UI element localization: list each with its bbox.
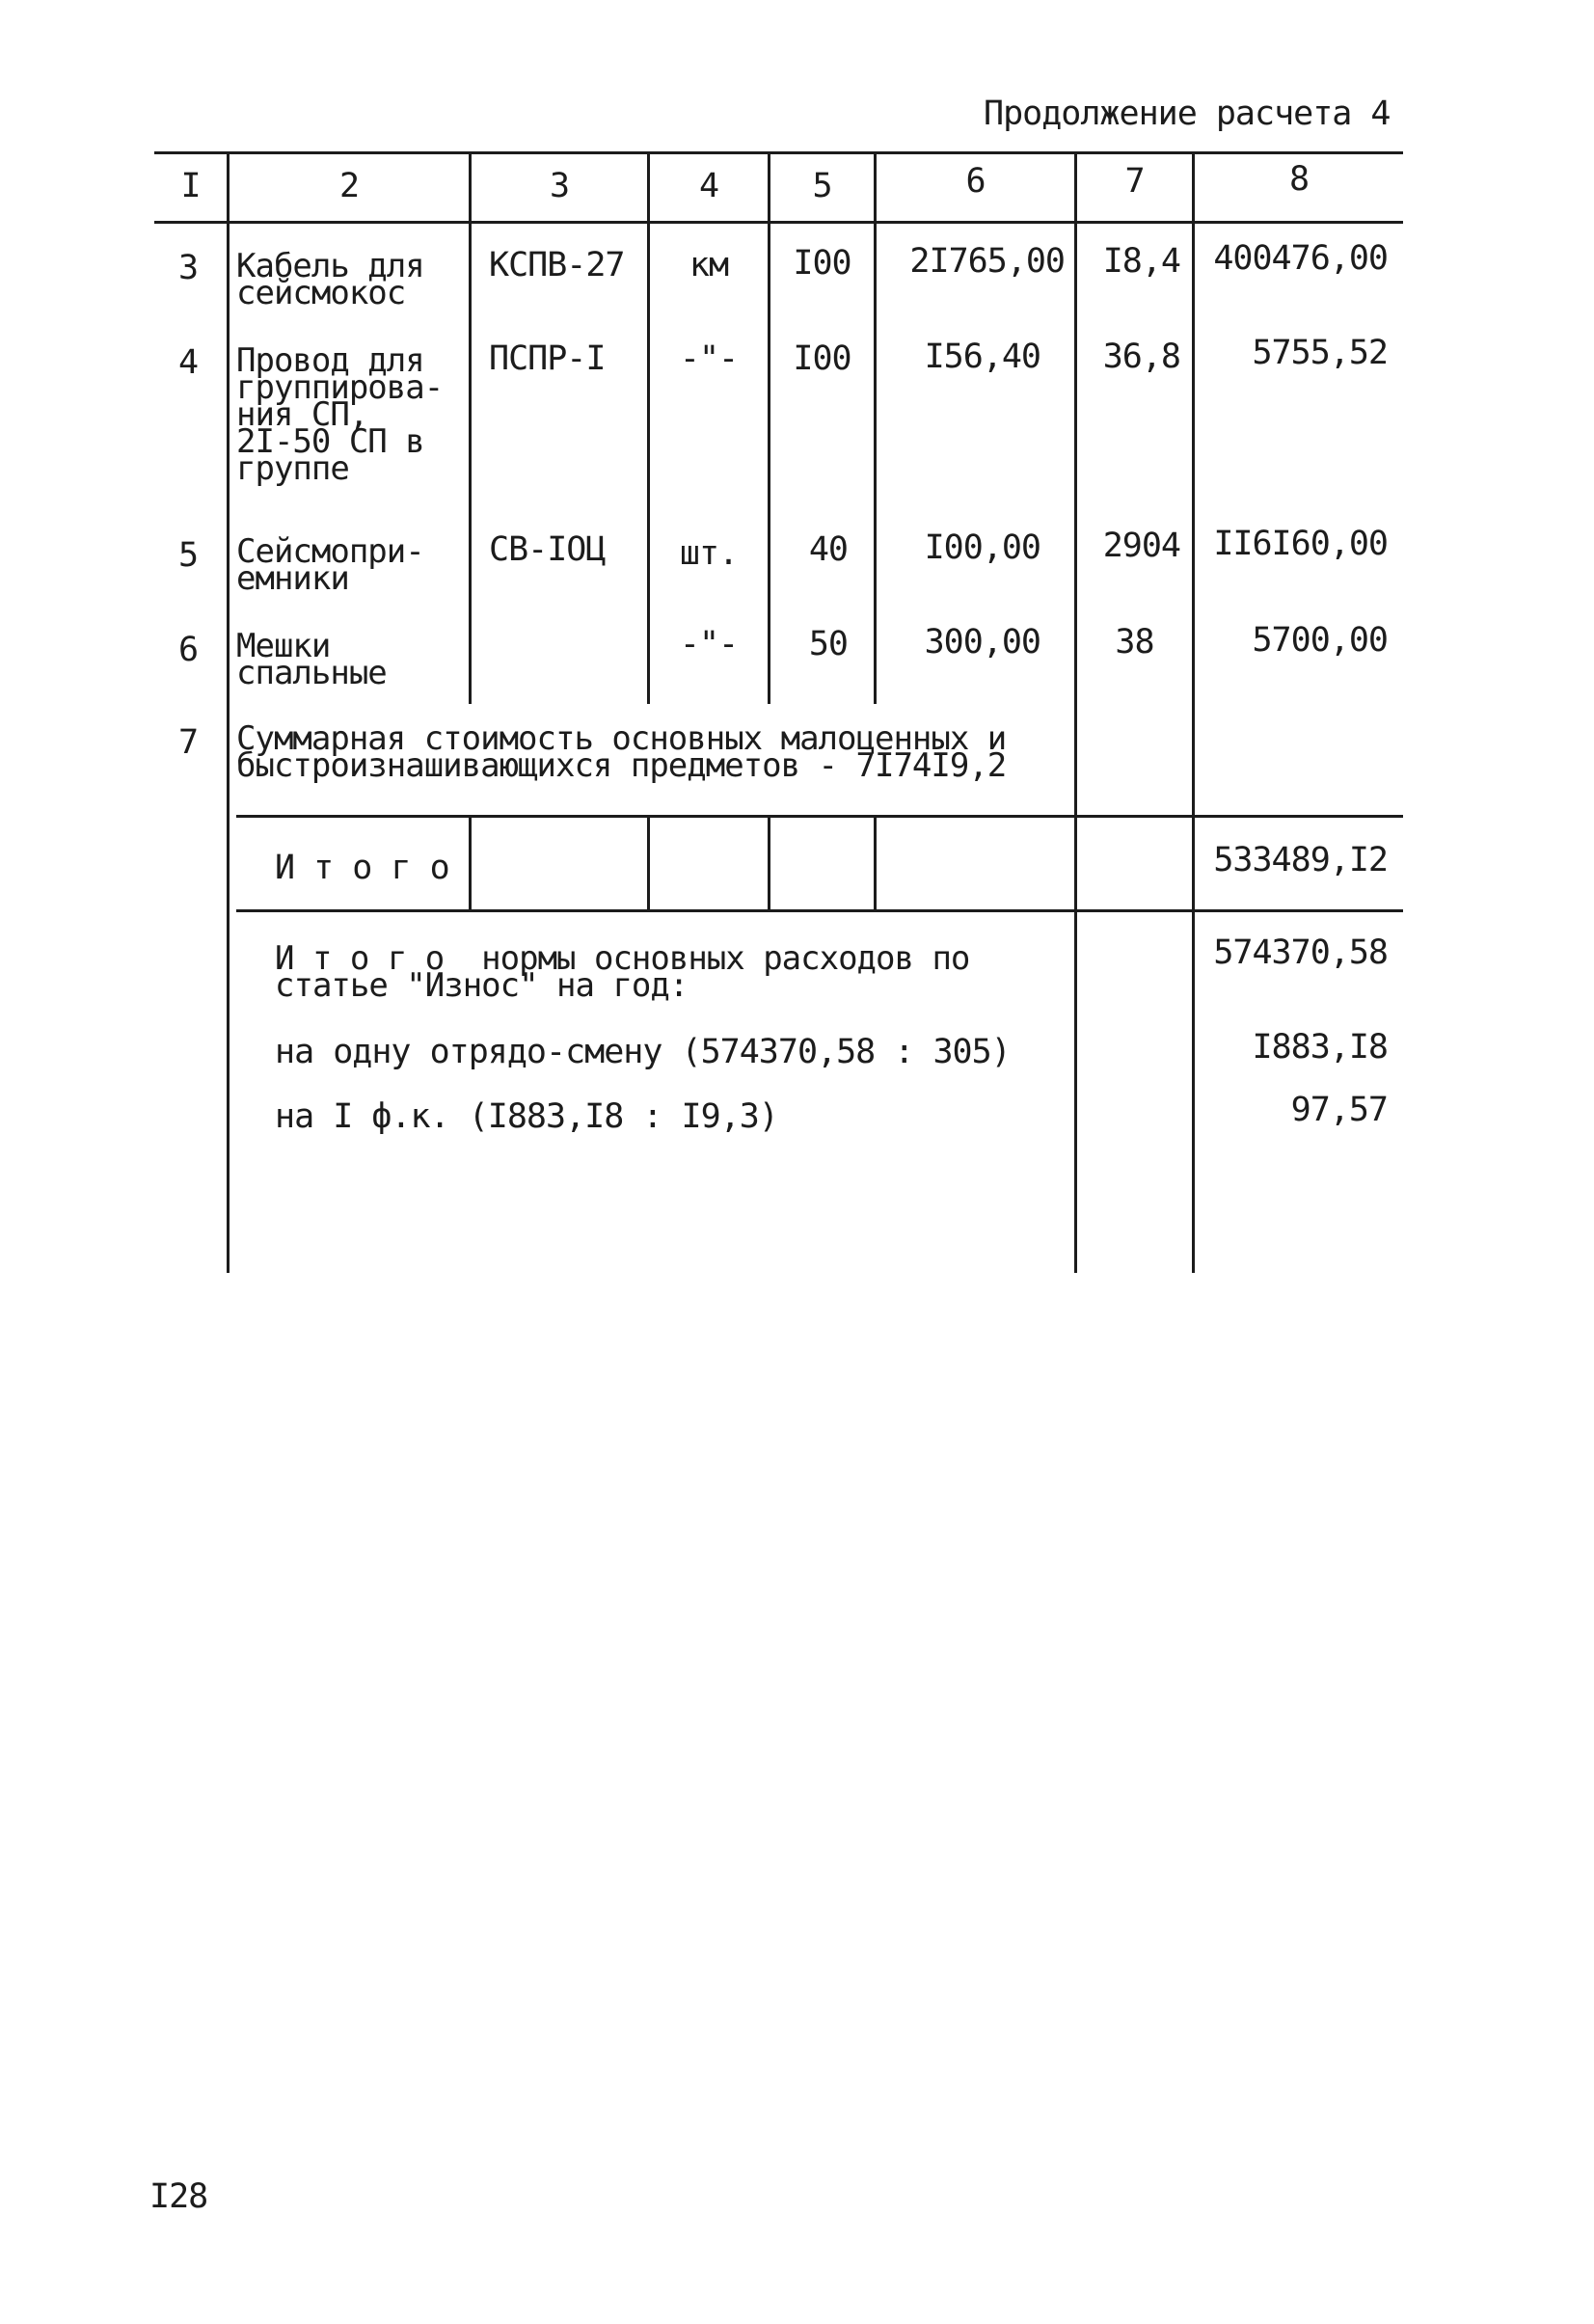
row-number: 3 [178,249,199,287]
row-number: 6 [178,631,199,669]
per-fk-sum: 97,57 [1290,1091,1388,1129]
continuation-heading: Продолжение расчета 4 [984,95,1391,133]
item-type: СВ-IОЦ [489,530,606,569]
col-divider-2 [469,154,472,704]
col-header-2: 2 [338,167,360,205]
table-top-border [154,151,1403,154]
item-term: I8,4 [1102,242,1180,281]
item-qty: I00 [793,244,851,283]
col-header-5: 5 [812,167,832,205]
col-divider-3b [647,818,650,911]
col-header-6: 6 [965,162,986,201]
item-price: 2I765,00 [909,242,1065,281]
col-header-7: 7 [1124,162,1145,201]
item-term: 2904 [1102,527,1180,565]
col-divider-6 [1074,154,1077,1273]
per-shift-sum: I883,I8 [1252,1028,1388,1067]
item-name: Провод для группирова- ния СП, 2I-50 СП в группе [236,341,444,488]
item-qty: 40 [808,530,848,569]
itogo-sum: 533489,I2 [1213,841,1388,879]
per-fk-label: на I ф.к. (I883,I8 : I9,3) [275,1097,778,1136]
row-number: 4 [178,343,199,382]
item-unit: -"- [679,625,739,663]
item-name: Сейсмопри- емники [236,532,424,598]
item-unit: шт. [679,534,739,573]
item-price: 300,00 [924,623,1040,662]
col-header-3: 3 [549,167,570,205]
row7-bottom-border [236,815,1403,818]
col-divider-4b [768,818,770,911]
item-qty: I00 [793,339,851,378]
col-divider-5 [874,154,877,704]
row-number: 5 [178,536,199,575]
col-divider-3 [647,154,650,704]
norm-total-label: И т о г о нормы основных расходов по статье "Износ" на год: [275,939,970,1005]
summary-text: Суммарная стоимость основных малоценных и быстроизнашивающихся предметов - 7I74I9,2 [236,719,1007,785]
col-header-1: I [180,167,201,205]
item-sum: 5700,00 [1252,621,1388,660]
item-term: 36,8 [1102,338,1180,376]
item-price: I00,00 [924,528,1040,567]
header-bottom-border [154,221,1403,224]
col-divider-4 [768,154,770,704]
col-divider-1 [227,154,230,1273]
item-qty: 50 [808,625,848,663]
itogo-label: И т о г о [275,849,449,887]
row-number: 7 [178,723,199,762]
col-header-8: 8 [1288,160,1310,199]
col-divider-5b [874,818,877,911]
item-price: I56,40 [924,338,1040,376]
page-number: I28 [149,2177,208,2216]
norm-total-sum: 574370,58 [1213,933,1388,972]
item-name: Кабель для сейсмокос [236,247,424,312]
item-term: 38 [1115,623,1154,662]
item-unit: км [689,246,729,284]
per-shift-label: на одну отрядо-смену (574370,58 : 305) [275,1033,1011,1071]
item-name: Мешки спальные [236,627,387,692]
item-type: ПСПР-I [489,339,606,378]
item-sum: 400476,00 [1213,239,1388,278]
item-sum: II6I60,00 [1213,525,1388,563]
col-header-4: 4 [698,167,719,205]
item-sum: 5755,52 [1252,334,1388,372]
itogo-bottom-border [236,909,1403,912]
col-divider-2b [469,818,472,911]
item-type: КСПВ-27 [489,246,625,284]
item-unit: -"- [679,339,739,378]
